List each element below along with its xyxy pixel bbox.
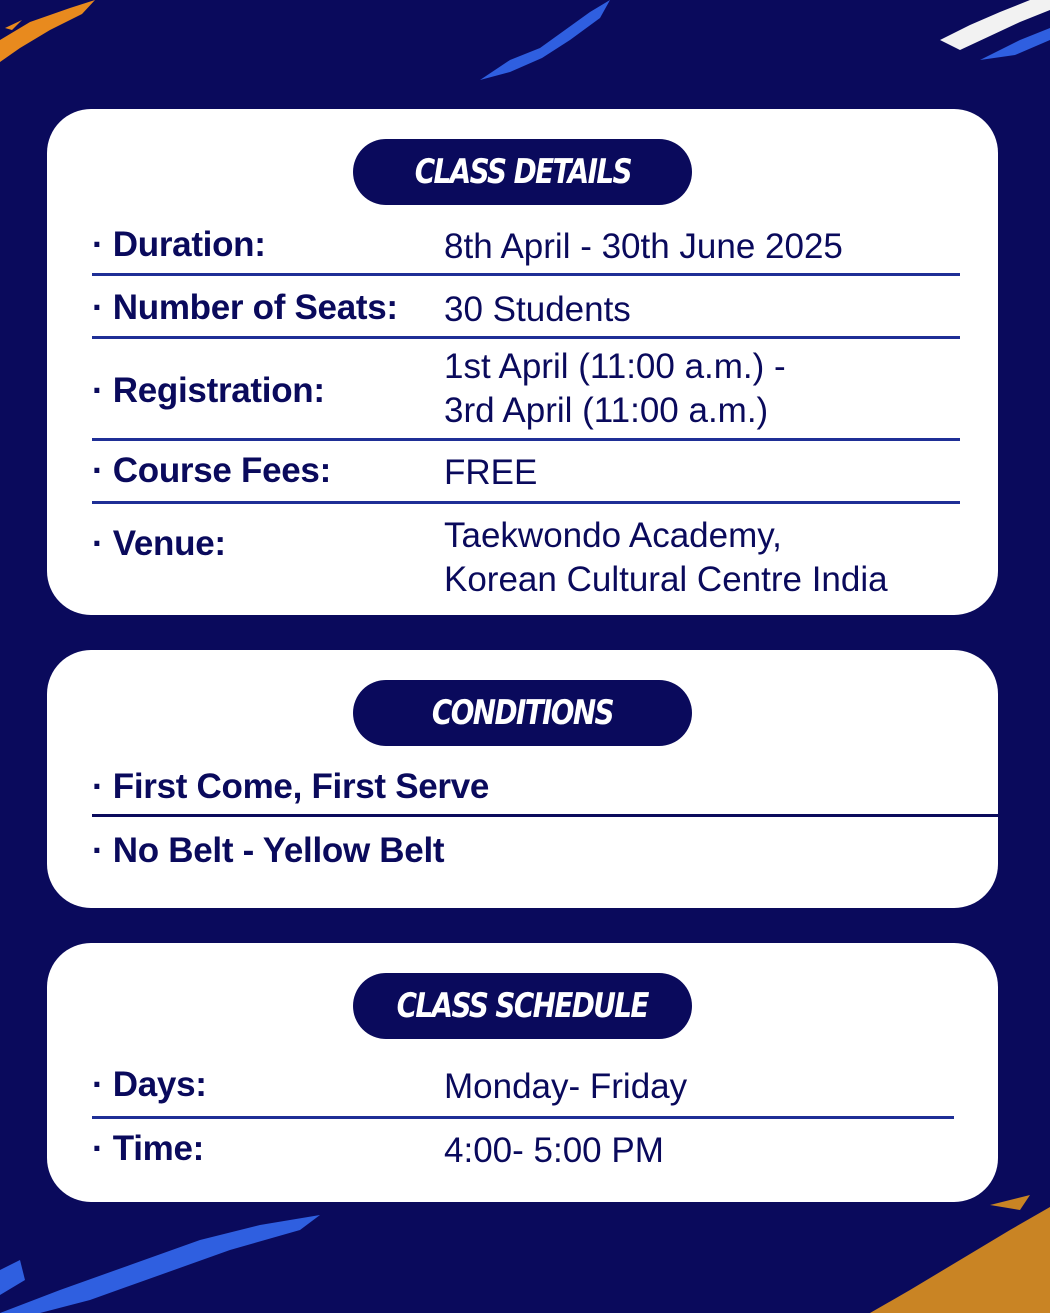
venue-row — [92, 504, 960, 604]
class-details-title: CLASS DETAILS — [353, 139, 692, 205]
venue-label: · Venue: — [92, 524, 226, 563]
duration-label: · Duration: — [92, 225, 266, 264]
seats-value: 30 Students — [444, 290, 631, 329]
class-schedule-card — [47, 943, 998, 1202]
conditions-title: CONDITIONS — [353, 680, 692, 746]
seats-row — [92, 276, 960, 339]
time-label: · Time: — [92, 1129, 204, 1168]
time-value: 4:00- 5:00 PM — [444, 1131, 664, 1170]
duration-value: 8th April - 30th June 2025 — [444, 227, 843, 266]
condition-first-come: · First Come, First Serve — [92, 767, 490, 806]
blue-brush-bottom-left — [0, 1210, 330, 1313]
class-schedule-title: CLASS SCHEDULE — [353, 973, 692, 1039]
course-fees-label: · Course Fees: — [92, 451, 331, 490]
course-fees-row — [92, 441, 960, 504]
days-label: · Days: — [92, 1065, 207, 1104]
class-details-card — [47, 109, 998, 615]
registration-row — [92, 339, 960, 441]
conditions-divider — [92, 814, 998, 817]
registration-label: · Registration: — [92, 371, 325, 410]
course-fees-value: FREE — [444, 453, 538, 492]
orange-brush-top-left — [0, 0, 110, 70]
orange-brush-bottom-right — [870, 1195, 1050, 1313]
condition-belt-level: · No Belt - Yellow Belt — [92, 831, 445, 870]
duration-row — [92, 221, 960, 276]
time-row — [92, 1119, 954, 1179]
white-brush-top-right — [940, 0, 1050, 70]
seats-label: · Number of Seats: — [92, 288, 398, 327]
registration-value: 1st April (11:00 a.m.) - 3rd April (11:00 a.m.) — [444, 347, 786, 430]
blue-brush-top — [470, 0, 620, 85]
venue-value: Taekwondo Academy, Korean Cultural Centre India — [444, 516, 888, 599]
conditions-card — [47, 650, 998, 908]
days-value: Monday- Friday — [444, 1067, 688, 1106]
days-row — [92, 1063, 954, 1119]
